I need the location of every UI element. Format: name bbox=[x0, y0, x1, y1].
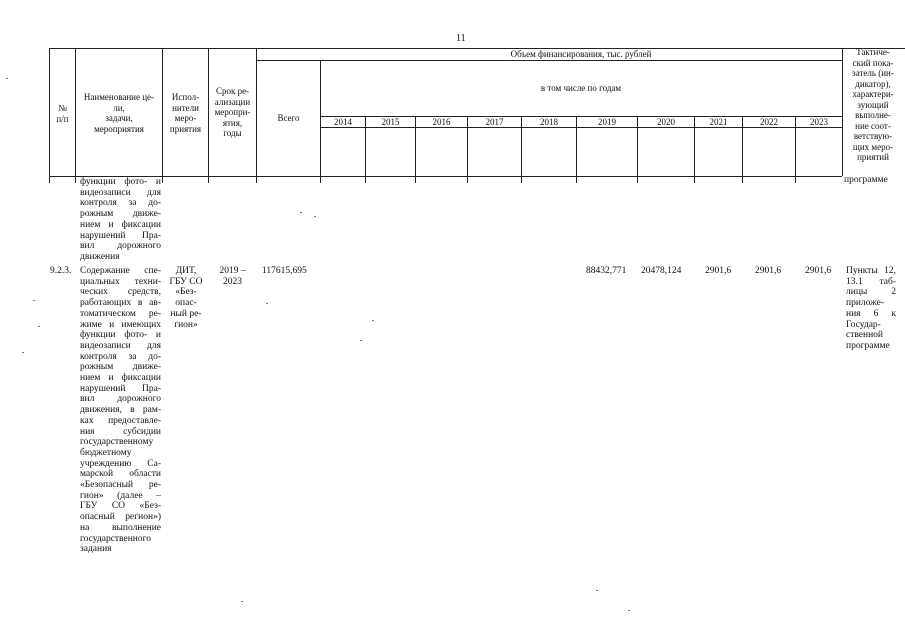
year-2022: 2022 bbox=[760, 117, 778, 127]
header-indicator: Тактиче- ский пока- затель (ин- дикатор), характери- зующий выполне- ние соот- ветствую- щих меро- приятий bbox=[852, 47, 894, 162]
year-2014: 2014 bbox=[334, 117, 352, 127]
continued-indicator-tail: программе bbox=[844, 175, 888, 185]
header-name: Наименование це- ли, задачи, мероприятия bbox=[83, 92, 155, 134]
header-term: Срок ре- ализации меропри- ятия, годы bbox=[214, 86, 251, 138]
year-2020: 2020 bbox=[657, 117, 675, 127]
continued-name: функции фото- и видеозаписи для контроля за до- рожным движе- нием и фиксации нарушений Пра- вил дорожного движения bbox=[80, 177, 161, 262]
page-number: 11 bbox=[456, 33, 466, 44]
row-executors: ДИТ, ГБУ СО «Без- опас- ный ре- гион» bbox=[169, 266, 203, 330]
header-funding-title: Объем финансирования, тыс. рублей bbox=[510, 49, 652, 59]
value-2020: 20478,124 bbox=[641, 266, 682, 276]
row-total: 117615,695 bbox=[262, 266, 307, 276]
year-2018: 2018 bbox=[540, 117, 558, 127]
row-indicator: Пункты 12, 13.1 таб- лицы 2 приложе- ния 6 к Государ- ственной программе bbox=[846, 266, 896, 351]
value-2019: 88432,771 bbox=[586, 266, 627, 276]
year-2016: 2016 bbox=[432, 117, 451, 127]
value-2022: 2901,6 bbox=[755, 266, 782, 276]
header-by-years: в том числе по годам bbox=[540, 83, 622, 93]
year-2019: 2019 bbox=[598, 117, 616, 127]
year-2021: 2021 bbox=[709, 117, 728, 127]
header-num: № п/п bbox=[56, 103, 69, 124]
row-number: 9.2.3. bbox=[50, 266, 72, 276]
row-name: Содержание спе- циальных техни- ческих средств, работающих в ав- томатическом ре- жиме и имеющих функции фото- и видеозаписи для контроля за до- рожным движе- нием и фиксации нарушений Пра- вил дорожного движения, в рам- ках предоставле- ния субсидии государственному бюджетному учреждению Са- марской области «Безопасный ре- гион» (далее – ГБУ СО «Без- опасный регион») на выполнение государственного задания bbox=[80, 266, 161, 555]
header-total: Всего bbox=[277, 113, 300, 123]
year-2023: 2023 bbox=[810, 117, 828, 127]
value-2023: 2901,6 bbox=[805, 266, 832, 276]
value-2021: 2901,6 bbox=[705, 266, 732, 276]
year-2017: 2017 bbox=[485, 117, 504, 127]
year-2015: 2015 bbox=[381, 117, 400, 127]
row-term: 2019 – 2023 bbox=[219, 266, 246, 287]
header-executors: Испол- нители меро- приятия bbox=[169, 92, 202, 134]
